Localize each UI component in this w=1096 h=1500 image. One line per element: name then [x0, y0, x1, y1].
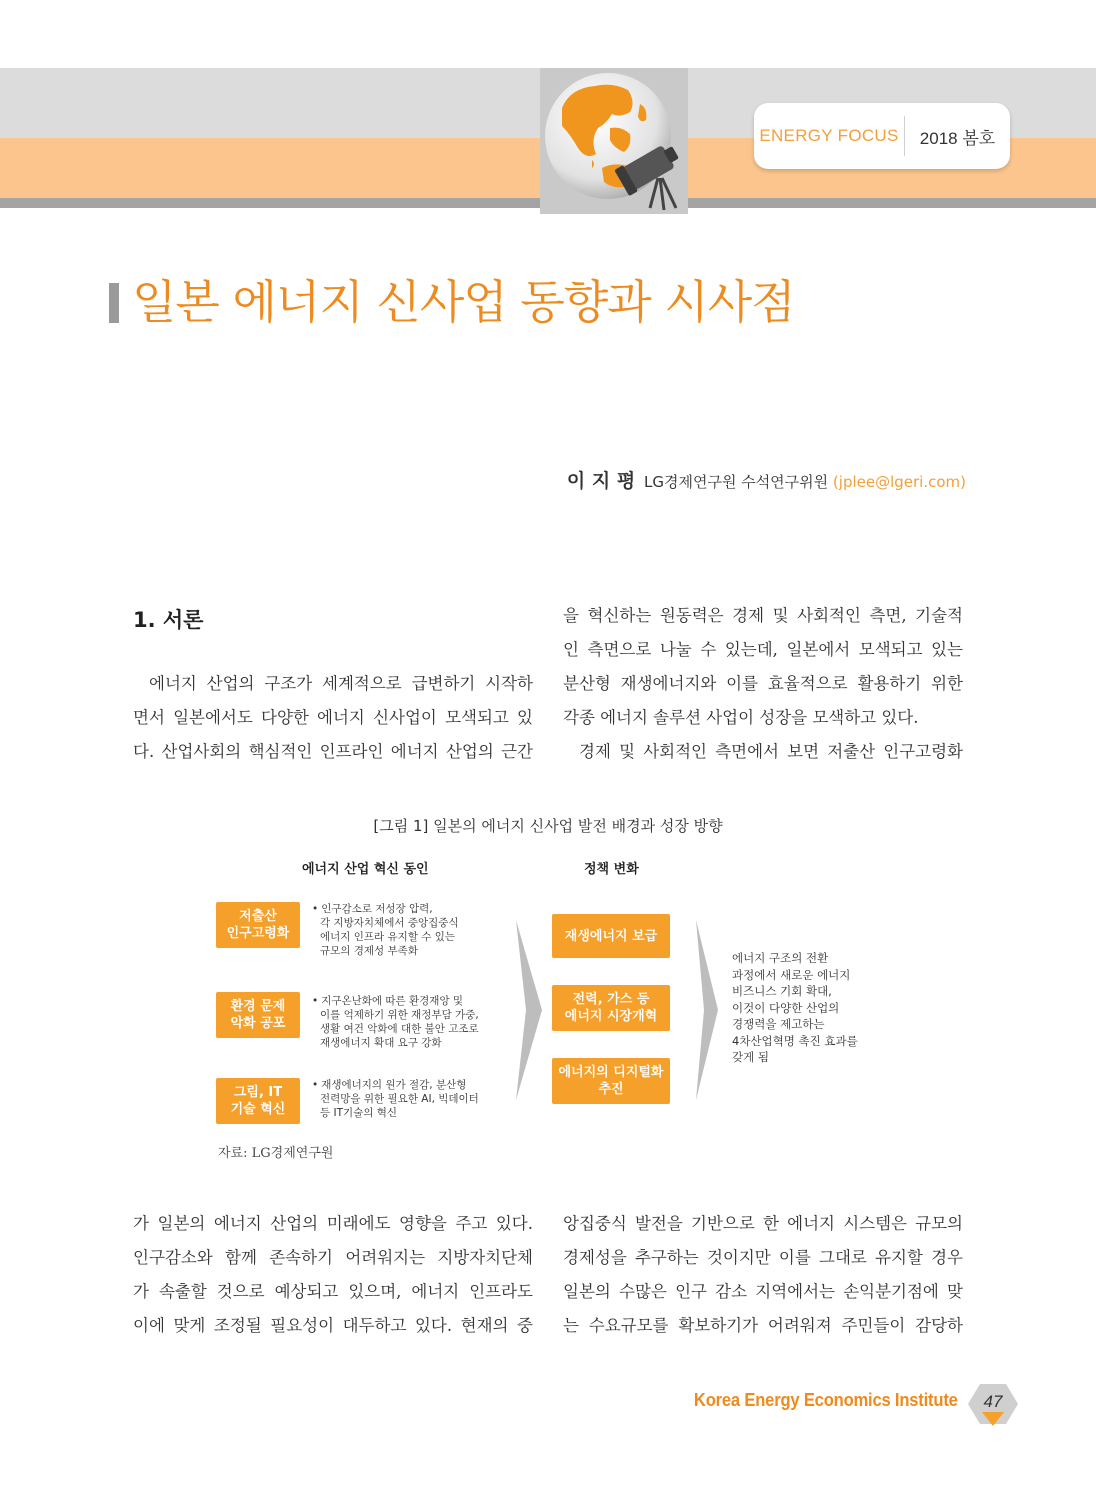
driver-box: 그림, IT 기술 혁신 — [216, 1078, 300, 1124]
paragraph-line: 인 측면으로 나눌 수 있는데, 일본에서 모색되고 있는 — [563, 640, 963, 659]
paragraph-line: 을 혁신하는 원동력은 경제 및 사회적인 측면, 기술적 — [563, 606, 963, 625]
flow-arrow-icon — [692, 920, 720, 1100]
globe-icon — [540, 68, 688, 214]
paragraph-line: 앙집중식 발전을 기반으로 한 에너지 시스템은 규모의 — [563, 1214, 963, 1233]
driver-note: • 재생에너지의 원가 절감, 분산형 전력망을 위한 필요한 AI, 빅데이터 등 IT기술의 혁신 — [312, 1079, 479, 1119]
author-name: 이 지 평 — [566, 470, 636, 492]
policy-box: 전력, 가스 등 에너지 시장개혁 — [552, 985, 670, 1031]
flow-arrow-icon — [512, 920, 544, 1100]
left-column-bottom — [133, 1207, 533, 1343]
section-heading: 1. 서론 — [133, 608, 204, 632]
paragraph-line: 가 일본의 에너지 산업의 미래에도 영향을 주고 있다. — [133, 1214, 533, 1233]
policy-box: 재생에너지 보급 — [552, 914, 670, 958]
paragraph-line: 경제 및 사회적인 측면에서 보면 저출산 인구고령화 — [579, 742, 963, 761]
page-number: 47 — [983, 1392, 1003, 1411]
page-title: 일본 에너지 신사업 동향과 시사점 — [132, 275, 795, 329]
driver-note: • 인구감소로 저성장 압력, 각 지방자치체에서 중앙집중식 에너지 인프라 유지할 수 있는 규모의 경제성 부족화 — [312, 903, 459, 957]
right-column-bottom — [563, 1207, 963, 1343]
paragraph-line: 에너지 산업의 구조가 세계적으로 급변하기 시작하 — [149, 674, 533, 693]
page-number-badge — [968, 1382, 1018, 1426]
author-email: (jplee@lgeri.com) — [832, 473, 966, 491]
paragraph-line: 경제성을 추구하는 것이지만 이를 그대로 유지할 경우 — [563, 1248, 963, 1267]
driver-box: 저출산 인구고령화 — [216, 902, 300, 948]
publication-badge — [754, 103, 1010, 169]
globe-telescope-logo — [540, 68, 688, 214]
paragraph-line: 일본의 수많은 인구 감소 지역에서는 손익분기점에 맞 — [563, 1282, 963, 1301]
right-column-top — [563, 599, 963, 769]
paragraph-line: 가 속출할 것으로 예상되고 있으며, 에너지 인프라도 — [133, 1282, 533, 1301]
driver-note: • 지구온난화에 따른 환경재앙 및 이를 억제하기 위한 재정부담 가중, 생활 여건 악화에 대한 불안 고조로 재생에너지 확대 요구 강화 — [312, 995, 479, 1049]
paragraph-line: 이에 맞게 조정될 필요성이 대두하고 있다. 현재의 중 — [133, 1316, 533, 1335]
left-column-top — [133, 667, 533, 769]
figure-result: 에너지 구조의 전환 과정에서 새로운 에너지 비즈니스 기회 확대, 이것이 다양한 산업의 경쟁력을 제고하는 4차산업혁명 촉진 효과를 갖게 됨 — [732, 951, 858, 1064]
paragraph-line: 는 수요규모를 확보하기가 어려워져 주민들이 감당하 — [563, 1316, 963, 1335]
issue-label: 2018 봄호 — [919, 128, 996, 148]
figure-col1-header: 에너지 산업 혁신 동인 — [302, 862, 429, 877]
title-marker — [109, 283, 119, 323]
paragraph-line: 분산형 재생에너지와 이를 효율적으로 활용하기 위한 — [563, 674, 963, 693]
figure-col2-header: 정책 변화 — [584, 862, 639, 877]
driver-box: 환경 문제 악화 공포 — [216, 992, 300, 1038]
publication-name: ENERGY FOCUS — [754, 116, 905, 156]
paragraph-line: 면서 일본에서도 다양한 에너지 신사업이 모색되고 있 — [133, 708, 533, 727]
paragraph-line: 다. 산업사회의 핵심적인 인프라인 에너지 산업의 근간 — [133, 742, 533, 761]
paragraph-line: 각종 에너지 솔루션 사업이 성장을 모색하고 있다. — [563, 708, 919, 727]
figure-caption: [그림 1] 일본의 에너지 신사업 발전 배경과 성장 방향 — [373, 817, 723, 835]
author-line — [567, 466, 966, 493]
author-affiliation: LG경제연구원 수석연구위원 — [644, 473, 829, 491]
footer-institute: Korea Energy Economics Institute — [694, 1390, 958, 1410]
figure-source: 자료: LG경제연구원 — [218, 1146, 334, 1161]
paragraph-line: 인구감소와 함께 존속하기 어려워지는 지방자치단체 — [133, 1248, 533, 1267]
policy-box: 에너지의 디지털화 추진 — [552, 1058, 670, 1104]
